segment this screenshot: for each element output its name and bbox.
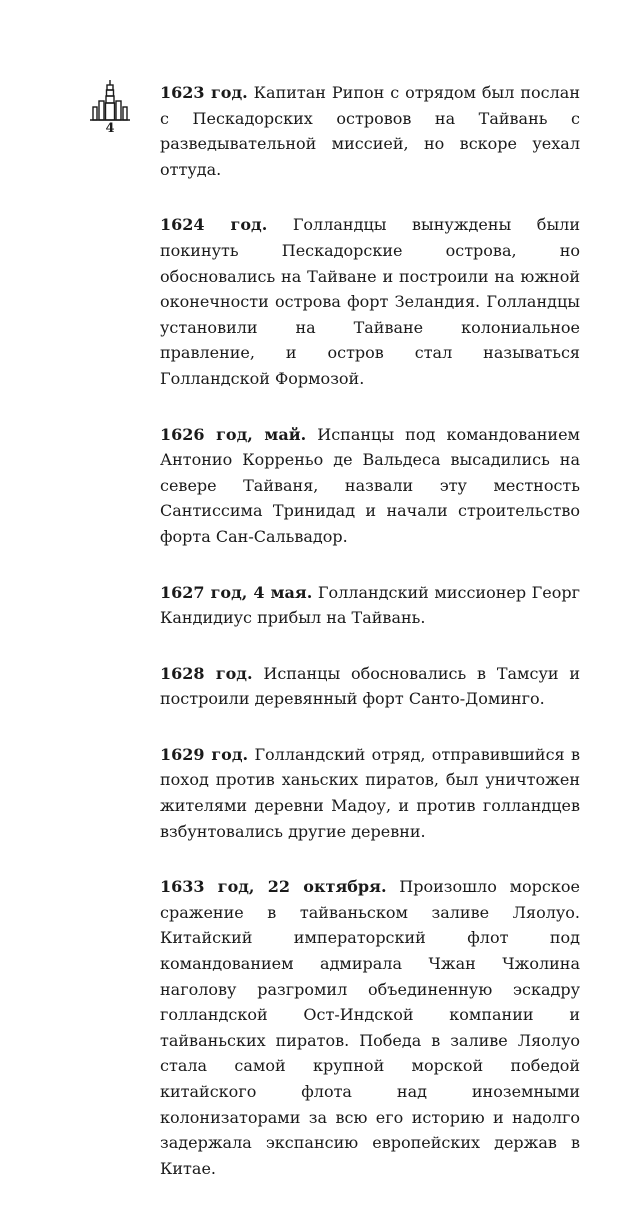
entry-date: 1623 год. [160, 83, 248, 102]
entry-date: 1628 год. [160, 663, 253, 683]
entry-text: Испанцы под командованием Антонио Корреньо де Вальдеса высадились на севере Тайваня, назвали эту местность Сантиссима Тринидад и начали строительство форта Сан-Сальвадор. [160, 424, 580, 546]
entry-text: Произошло морское сражение в тайваньском заливе Ляолуо. Китайский императорский флот под командованием адмирала Чжан Чжолина наголову разгромил объединенную эскадру голландской Ост-Индской компании и тайваньских пиратов. Победа в заливе Ляолуо стала самой крупной морской победой китайского флота над иноземными колонизаторами за всю его историю и надолго задержала экспансию европейских держав в Китае. [160, 877, 580, 1178]
chronology-entry-1627 [160, 580, 580, 631]
entry-text: Голландский отряд, отправившийся в поход против ханьских пиратов, был уничтожен жителями деревни Мадоу, и против голландцев взбунтовались другие деревни. [160, 744, 581, 841]
chronology-entry-1628 [160, 661, 580, 712]
entry-date: 1627 год, 4 мая. [160, 582, 313, 602]
chronology-list [160, 80, 580, 1211]
entry-date: 1626 год, май. [160, 424, 307, 444]
chronology-entry-1633 [160, 874, 580, 1181]
entry-text: Голландцы вынуждены были покинуть Пескадорские острова, но обосновались на Тайване и построили на южной оконечности острова форт Зеландия. Голландцы установили на Тайване колониальное правление, и остров стал называться Голландской Формозой. [160, 215, 580, 388]
chronology-entry-1623 [160, 80, 580, 182]
entry-date: 1633 год, 22 октября. [160, 877, 387, 897]
chronology-entry-1629 [160, 742, 580, 844]
entry-date: 1629 год. [160, 744, 249, 764]
chronology-entry-1626 [160, 422, 580, 550]
skyline-icon [90, 79, 130, 121]
chronology-entry-1624 [160, 212, 580, 391]
entry-text: Голландский миссионер Георг Кандидиус прибыл на Тайвань. [160, 582, 581, 628]
page-marker [79, 79, 141, 135]
page-number: 4 [105, 121, 115, 136]
entry-text: Испанцы обосновались в Тамсуи и построили деревянный форт Санто-Доминго. [160, 663, 581, 709]
entry-text: Капитан Рипон с отрядом был послан с Пескадорских островов на Тайвань с разведывательной миссией, но вскоре уехал оттуда. [160, 83, 581, 179]
entry-date: 1624 год. [160, 215, 268, 235]
